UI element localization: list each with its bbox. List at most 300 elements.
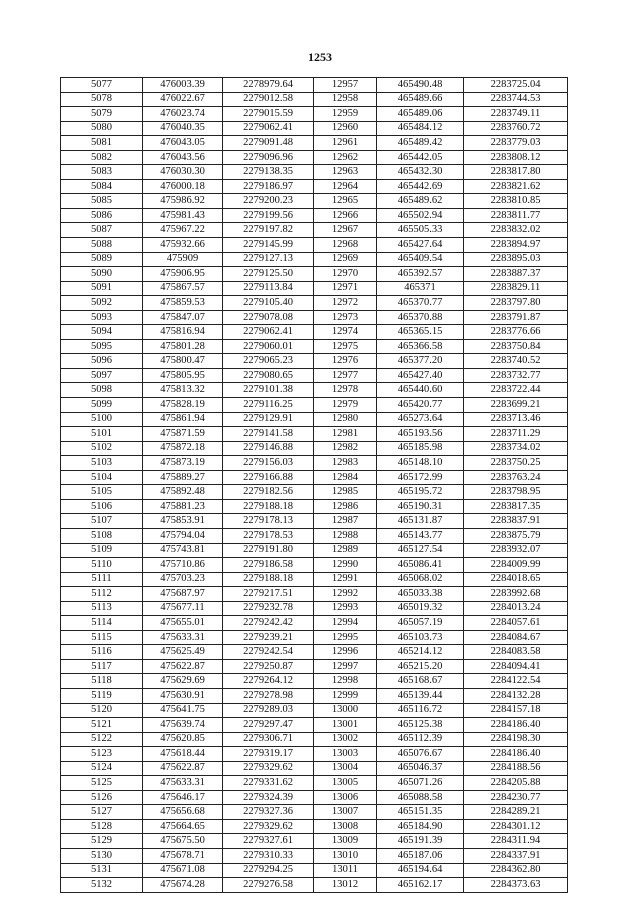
y-coordinate-a-cell: 2279116.25 bbox=[223, 398, 314, 413]
point-number-a-cell: 5101 bbox=[61, 427, 143, 442]
point-number-a-cell: 5121 bbox=[61, 718, 143, 733]
y-coordinate-a-cell: 2279188.18 bbox=[223, 572, 314, 587]
x-coordinate-a-cell: 475641.75 bbox=[143, 703, 223, 718]
point-number-b-cell: 12971 bbox=[314, 281, 377, 296]
x-coordinate-b-cell: 465427.40 bbox=[377, 368, 464, 383]
point-number-a-cell: 5129 bbox=[61, 834, 143, 849]
x-coordinate-b-cell: 465377.20 bbox=[377, 354, 464, 369]
point-number-b-cell: 12962 bbox=[314, 150, 377, 165]
x-coordinate-b-cell: 465489.66 bbox=[377, 92, 464, 107]
point-number-a-cell: 5132 bbox=[61, 878, 143, 893]
y-coordinate-b-cell: 2283791.87 bbox=[464, 310, 568, 325]
x-coordinate-a-cell: 476023.74 bbox=[143, 107, 223, 122]
y-coordinate-a-cell: 2279319.17 bbox=[223, 747, 314, 762]
y-coordinate-a-cell: 2279278.98 bbox=[223, 688, 314, 703]
table-row bbox=[61, 383, 568, 398]
y-coordinate-b-cell: 2283763.24 bbox=[464, 470, 568, 485]
point-number-a-cell: 5128 bbox=[61, 819, 143, 834]
point-number-b-cell: 12957 bbox=[314, 78, 377, 93]
point-number-b-cell: 12961 bbox=[314, 136, 377, 151]
table-row bbox=[61, 92, 568, 107]
y-coordinate-a-cell: 2279182.56 bbox=[223, 485, 314, 500]
x-coordinate-a-cell: 475620.85 bbox=[143, 732, 223, 747]
x-coordinate-b-cell: 465143.77 bbox=[377, 528, 464, 543]
x-coordinate-a-cell: 475629.69 bbox=[143, 674, 223, 689]
y-coordinate-b-cell: 2283808.12 bbox=[464, 150, 568, 165]
point-number-a-cell: 5095 bbox=[61, 339, 143, 354]
x-coordinate-a-cell: 475986.92 bbox=[143, 194, 223, 209]
x-coordinate-a-cell: 475639.74 bbox=[143, 718, 223, 733]
y-coordinate-a-cell: 2279078.08 bbox=[223, 310, 314, 325]
y-coordinate-a-cell: 2279327.61 bbox=[223, 834, 314, 849]
point-number-b-cell: 12965 bbox=[314, 194, 377, 209]
y-coordinate-b-cell: 2283760.72 bbox=[464, 121, 568, 136]
x-coordinate-a-cell: 475630.91 bbox=[143, 688, 223, 703]
x-coordinate-a-cell: 475867.57 bbox=[143, 281, 223, 296]
table-row bbox=[61, 674, 568, 689]
table-row bbox=[61, 848, 568, 863]
y-coordinate-b-cell: 2283817.35 bbox=[464, 499, 568, 514]
point-number-b-cell: 12996 bbox=[314, 645, 377, 660]
table-row bbox=[61, 732, 568, 747]
table-row bbox=[61, 616, 568, 631]
x-coordinate-a-cell: 475981.43 bbox=[143, 208, 223, 223]
y-coordinate-a-cell: 2279250.87 bbox=[223, 659, 314, 674]
y-coordinate-b-cell: 2283740.52 bbox=[464, 354, 568, 369]
x-coordinate-a-cell: 475622.87 bbox=[143, 659, 223, 674]
table-row bbox=[61, 412, 568, 427]
y-coordinate-b-cell: 2283829.11 bbox=[464, 281, 568, 296]
table-row bbox=[61, 165, 568, 180]
x-coordinate-b-cell: 465194.64 bbox=[377, 863, 464, 878]
point-number-b-cell: 13007 bbox=[314, 805, 377, 820]
x-coordinate-a-cell: 475816.94 bbox=[143, 325, 223, 340]
x-coordinate-a-cell: 475881.23 bbox=[143, 499, 223, 514]
point-number-b-cell: 12967 bbox=[314, 223, 377, 238]
table-row bbox=[61, 819, 568, 834]
y-coordinate-a-cell: 2279217.51 bbox=[223, 587, 314, 602]
x-coordinate-a-cell: 475853.91 bbox=[143, 514, 223, 529]
y-coordinate-a-cell: 2279062.41 bbox=[223, 325, 314, 340]
point-number-a-cell: 5113 bbox=[61, 601, 143, 616]
x-coordinate-b-cell: 465071.26 bbox=[377, 776, 464, 791]
point-number-b-cell: 12997 bbox=[314, 659, 377, 674]
table-row bbox=[61, 878, 568, 893]
point-number-b-cell: 12973 bbox=[314, 310, 377, 325]
point-number-b-cell: 12977 bbox=[314, 368, 377, 383]
x-coordinate-a-cell: 475743.81 bbox=[143, 543, 223, 558]
point-number-a-cell: 5102 bbox=[61, 441, 143, 456]
point-number-a-cell: 5079 bbox=[61, 107, 143, 122]
point-number-b-cell: 12959 bbox=[314, 107, 377, 122]
y-coordinate-b-cell: 2284311.94 bbox=[464, 834, 568, 849]
y-coordinate-b-cell: 2284094.41 bbox=[464, 659, 568, 674]
table-row bbox=[61, 78, 568, 93]
point-number-a-cell: 5089 bbox=[61, 252, 143, 267]
x-coordinate-a-cell: 475664.65 bbox=[143, 819, 223, 834]
y-coordinate-b-cell: 2283732.77 bbox=[464, 368, 568, 383]
point-number-a-cell: 5105 bbox=[61, 485, 143, 500]
point-number-b-cell: 12970 bbox=[314, 267, 377, 282]
y-coordinate-b-cell: 2284230.77 bbox=[464, 790, 568, 805]
x-coordinate-a-cell: 475618.44 bbox=[143, 747, 223, 762]
y-coordinate-a-cell: 2278979.64 bbox=[223, 78, 314, 93]
y-coordinate-b-cell: 2284057.61 bbox=[464, 616, 568, 631]
table-row bbox=[61, 659, 568, 674]
y-coordinate-a-cell: 2279012.58 bbox=[223, 92, 314, 107]
y-coordinate-a-cell: 2279306.71 bbox=[223, 732, 314, 747]
y-coordinate-a-cell: 2279294.25 bbox=[223, 863, 314, 878]
y-coordinate-b-cell: 2283887.37 bbox=[464, 267, 568, 282]
x-coordinate-b-cell: 465190.31 bbox=[377, 499, 464, 514]
point-number-b-cell: 12994 bbox=[314, 616, 377, 631]
x-coordinate-b-cell: 465088.58 bbox=[377, 790, 464, 805]
point-number-a-cell: 5090 bbox=[61, 267, 143, 282]
table-row bbox=[61, 776, 568, 791]
y-coordinate-a-cell: 2279276.58 bbox=[223, 878, 314, 893]
point-number-b-cell: 12999 bbox=[314, 688, 377, 703]
x-coordinate-a-cell: 475678.71 bbox=[143, 848, 223, 863]
y-coordinate-a-cell: 2279239.21 bbox=[223, 630, 314, 645]
table-row bbox=[61, 252, 568, 267]
table-row bbox=[61, 572, 568, 587]
y-coordinate-a-cell: 2279065.23 bbox=[223, 354, 314, 369]
x-coordinate-b-cell: 465068.02 bbox=[377, 572, 464, 587]
y-coordinate-a-cell: 2279186.97 bbox=[223, 179, 314, 194]
x-coordinate-b-cell: 465127.54 bbox=[377, 543, 464, 558]
x-coordinate-b-cell: 465103.73 bbox=[377, 630, 464, 645]
y-coordinate-b-cell: 2283817.80 bbox=[464, 165, 568, 180]
x-coordinate-a-cell: 475892.48 bbox=[143, 485, 223, 500]
y-coordinate-b-cell: 2283837.91 bbox=[464, 514, 568, 529]
point-number-b-cell: 12974 bbox=[314, 325, 377, 340]
point-number-a-cell: 5107 bbox=[61, 514, 143, 529]
y-coordinate-b-cell: 2283894.97 bbox=[464, 238, 568, 253]
table-row bbox=[61, 543, 568, 558]
point-number-a-cell: 5120 bbox=[61, 703, 143, 718]
x-coordinate-b-cell: 465195.72 bbox=[377, 485, 464, 500]
point-number-b-cell: 12987 bbox=[314, 514, 377, 529]
table-row bbox=[61, 107, 568, 122]
y-coordinate-b-cell: 2283832.02 bbox=[464, 223, 568, 238]
point-number-a-cell: 5081 bbox=[61, 136, 143, 151]
y-coordinate-b-cell: 2283749.11 bbox=[464, 107, 568, 122]
x-coordinate-b-cell: 465148.10 bbox=[377, 456, 464, 471]
y-coordinate-a-cell: 2279331.62 bbox=[223, 776, 314, 791]
y-coordinate-b-cell: 2284013.24 bbox=[464, 601, 568, 616]
y-coordinate-b-cell: 2284132.28 bbox=[464, 688, 568, 703]
point-number-b-cell: 12978 bbox=[314, 383, 377, 398]
page-number: 1253 bbox=[308, 50, 332, 64]
y-coordinate-a-cell: 2279264.12 bbox=[223, 674, 314, 689]
table-row bbox=[61, 688, 568, 703]
point-number-b-cell: 12985 bbox=[314, 485, 377, 500]
y-coordinate-a-cell: 2279191.80 bbox=[223, 543, 314, 558]
x-coordinate-b-cell: 465370.77 bbox=[377, 296, 464, 311]
y-coordinate-b-cell: 2284362.80 bbox=[464, 863, 568, 878]
table-row bbox=[61, 645, 568, 660]
point-number-a-cell: 5109 bbox=[61, 543, 143, 558]
point-number-b-cell: 13009 bbox=[314, 834, 377, 849]
y-coordinate-a-cell: 2279113.84 bbox=[223, 281, 314, 296]
x-coordinate-a-cell: 475801.28 bbox=[143, 339, 223, 354]
y-coordinate-b-cell: 2284289.21 bbox=[464, 805, 568, 820]
point-number-a-cell: 5100 bbox=[61, 412, 143, 427]
x-coordinate-a-cell: 475813.32 bbox=[143, 383, 223, 398]
table-row bbox=[61, 485, 568, 500]
table-row bbox=[61, 296, 568, 311]
y-coordinate-b-cell: 2284083.58 bbox=[464, 645, 568, 660]
x-coordinate-b-cell: 465370.88 bbox=[377, 310, 464, 325]
x-coordinate-a-cell: 475633.31 bbox=[143, 630, 223, 645]
point-number-b-cell: 12986 bbox=[314, 499, 377, 514]
point-number-b-cell: 12984 bbox=[314, 470, 377, 485]
point-number-b-cell: 12972 bbox=[314, 296, 377, 311]
table-row bbox=[61, 238, 568, 253]
table-row bbox=[61, 703, 568, 718]
point-number-a-cell: 5125 bbox=[61, 776, 143, 791]
table-row bbox=[61, 863, 568, 878]
point-number-b-cell: 12964 bbox=[314, 179, 377, 194]
x-coordinate-a-cell: 475675.50 bbox=[143, 834, 223, 849]
point-number-a-cell: 5083 bbox=[61, 165, 143, 180]
x-coordinate-b-cell: 465505.33 bbox=[377, 223, 464, 238]
table-row bbox=[61, 179, 568, 194]
y-coordinate-a-cell: 2279145.99 bbox=[223, 238, 314, 253]
x-coordinate-b-cell: 465033.38 bbox=[377, 587, 464, 602]
table-row bbox=[61, 805, 568, 820]
y-coordinate-b-cell: 2283725.04 bbox=[464, 78, 568, 93]
point-number-b-cell: 12966 bbox=[314, 208, 377, 223]
point-number-a-cell: 5093 bbox=[61, 310, 143, 325]
y-coordinate-b-cell: 2283776.66 bbox=[464, 325, 568, 340]
y-coordinate-b-cell: 2284009.99 bbox=[464, 558, 568, 573]
x-coordinate-a-cell: 475847.07 bbox=[143, 310, 223, 325]
x-coordinate-a-cell: 475622.87 bbox=[143, 761, 223, 776]
x-coordinate-a-cell: 475674.28 bbox=[143, 878, 223, 893]
x-coordinate-a-cell: 475828.19 bbox=[143, 398, 223, 413]
x-coordinate-a-cell: 475703.23 bbox=[143, 572, 223, 587]
y-coordinate-a-cell: 2279146.88 bbox=[223, 441, 314, 456]
x-coordinate-b-cell: 465168.67 bbox=[377, 674, 464, 689]
point-number-b-cell: 12979 bbox=[314, 398, 377, 413]
table-row bbox=[61, 470, 568, 485]
x-coordinate-b-cell: 465162.17 bbox=[377, 878, 464, 893]
x-coordinate-a-cell: 475967.22 bbox=[143, 223, 223, 238]
point-number-a-cell: 5084 bbox=[61, 179, 143, 194]
y-coordinate-a-cell: 2279327.36 bbox=[223, 805, 314, 820]
x-coordinate-a-cell: 475646.17 bbox=[143, 790, 223, 805]
point-number-a-cell: 5122 bbox=[61, 732, 143, 747]
point-number-a-cell: 5092 bbox=[61, 296, 143, 311]
x-coordinate-a-cell: 475909 bbox=[143, 252, 223, 267]
point-number-b-cell: 12988 bbox=[314, 528, 377, 543]
x-coordinate-b-cell: 465057.19 bbox=[377, 616, 464, 631]
table-row bbox=[61, 267, 568, 282]
x-coordinate-b-cell: 465086.41 bbox=[377, 558, 464, 573]
coordinate-table-body bbox=[61, 78, 568, 893]
y-coordinate-a-cell: 2279127.13 bbox=[223, 252, 314, 267]
point-number-a-cell: 5077 bbox=[61, 78, 143, 93]
x-coordinate-a-cell: 476000.18 bbox=[143, 179, 223, 194]
point-number-b-cell: 13003 bbox=[314, 747, 377, 762]
point-number-b-cell: 12960 bbox=[314, 121, 377, 136]
x-coordinate-b-cell: 465187.06 bbox=[377, 848, 464, 863]
x-coordinate-a-cell: 475671.08 bbox=[143, 863, 223, 878]
y-coordinate-b-cell: 2284157.18 bbox=[464, 703, 568, 718]
point-number-a-cell: 5119 bbox=[61, 688, 143, 703]
point-number-b-cell: 12990 bbox=[314, 558, 377, 573]
point-number-a-cell: 5103 bbox=[61, 456, 143, 471]
point-number-a-cell: 5111 bbox=[61, 572, 143, 587]
x-coordinate-a-cell: 475859.53 bbox=[143, 296, 223, 311]
table-row bbox=[61, 630, 568, 645]
table-row bbox=[61, 150, 568, 165]
point-number-b-cell: 12980 bbox=[314, 412, 377, 427]
x-coordinate-a-cell: 475932.66 bbox=[143, 238, 223, 253]
point-number-a-cell: 5115 bbox=[61, 630, 143, 645]
x-coordinate-b-cell: 465019.32 bbox=[377, 601, 464, 616]
point-number-b-cell: 13006 bbox=[314, 790, 377, 805]
point-number-a-cell: 5116 bbox=[61, 645, 143, 660]
x-coordinate-b-cell: 465489.42 bbox=[377, 136, 464, 151]
point-number-b-cell: 12963 bbox=[314, 165, 377, 180]
y-coordinate-a-cell: 2279096.96 bbox=[223, 150, 314, 165]
point-number-a-cell: 5123 bbox=[61, 747, 143, 762]
y-coordinate-b-cell: 2283711.29 bbox=[464, 427, 568, 442]
x-coordinate-a-cell: 476043.56 bbox=[143, 150, 223, 165]
x-coordinate-b-cell: 465193.56 bbox=[377, 427, 464, 442]
x-coordinate-b-cell: 465214.12 bbox=[377, 645, 464, 660]
x-coordinate-a-cell: 475710.86 bbox=[143, 558, 223, 573]
y-coordinate-a-cell: 2279101.38 bbox=[223, 383, 314, 398]
point-number-b-cell: 13002 bbox=[314, 732, 377, 747]
point-number-a-cell: 5106 bbox=[61, 499, 143, 514]
y-coordinate-a-cell: 2279329.62 bbox=[223, 819, 314, 834]
x-coordinate-b-cell: 465371 bbox=[377, 281, 464, 296]
point-number-a-cell: 5104 bbox=[61, 470, 143, 485]
x-coordinate-a-cell: 475656.68 bbox=[143, 805, 223, 820]
point-number-b-cell: 13011 bbox=[314, 863, 377, 878]
y-coordinate-a-cell: 2279080.65 bbox=[223, 368, 314, 383]
x-coordinate-a-cell: 475800.47 bbox=[143, 354, 223, 369]
x-coordinate-b-cell: 465365.15 bbox=[377, 325, 464, 340]
y-coordinate-a-cell: 2279178.13 bbox=[223, 514, 314, 529]
x-coordinate-b-cell: 465125.38 bbox=[377, 718, 464, 733]
y-coordinate-a-cell: 2279105.40 bbox=[223, 296, 314, 311]
x-coordinate-a-cell: 475861.94 bbox=[143, 412, 223, 427]
x-coordinate-b-cell: 465489.62 bbox=[377, 194, 464, 209]
y-coordinate-b-cell: 2284373.63 bbox=[464, 878, 568, 893]
x-coordinate-a-cell: 476043.05 bbox=[143, 136, 223, 151]
point-number-b-cell: 12998 bbox=[314, 674, 377, 689]
table-row bbox=[61, 136, 568, 151]
point-number-b-cell: 13001 bbox=[314, 718, 377, 733]
x-coordinate-a-cell: 475633.31 bbox=[143, 776, 223, 791]
x-coordinate-b-cell: 465484.12 bbox=[377, 121, 464, 136]
point-number-b-cell: 12982 bbox=[314, 441, 377, 456]
y-coordinate-b-cell: 2284186.40 bbox=[464, 747, 568, 762]
point-number-b-cell: 12958 bbox=[314, 92, 377, 107]
x-coordinate-b-cell: 465172.99 bbox=[377, 470, 464, 485]
x-coordinate-a-cell: 475889.27 bbox=[143, 470, 223, 485]
coordinate-table bbox=[60, 77, 568, 893]
y-coordinate-a-cell: 2279297.47 bbox=[223, 718, 314, 733]
point-number-a-cell: 5091 bbox=[61, 281, 143, 296]
point-number-a-cell: 5130 bbox=[61, 848, 143, 863]
point-number-a-cell: 5114 bbox=[61, 616, 143, 631]
y-coordinate-a-cell: 2279129.91 bbox=[223, 412, 314, 427]
table-row bbox=[61, 528, 568, 543]
y-coordinate-a-cell: 2279125.50 bbox=[223, 267, 314, 282]
y-coordinate-a-cell: 2279242.54 bbox=[223, 645, 314, 660]
x-coordinate-b-cell: 465392.57 bbox=[377, 267, 464, 282]
point-number-b-cell: 12989 bbox=[314, 543, 377, 558]
x-coordinate-b-cell: 465420.77 bbox=[377, 398, 464, 413]
y-coordinate-a-cell: 2279186.58 bbox=[223, 558, 314, 573]
y-coordinate-b-cell: 2283932.07 bbox=[464, 543, 568, 558]
y-coordinate-b-cell: 2284188.56 bbox=[464, 761, 568, 776]
y-coordinate-b-cell: 2284122.54 bbox=[464, 674, 568, 689]
y-coordinate-b-cell: 2283821.62 bbox=[464, 179, 568, 194]
y-coordinate-a-cell: 2279178.53 bbox=[223, 528, 314, 543]
x-coordinate-a-cell: 475655.01 bbox=[143, 616, 223, 631]
point-number-a-cell: 5124 bbox=[61, 761, 143, 776]
point-number-b-cell: 13012 bbox=[314, 878, 377, 893]
x-coordinate-a-cell: 475872.18 bbox=[143, 441, 223, 456]
y-coordinate-b-cell: 2283722.44 bbox=[464, 383, 568, 398]
x-coordinate-b-cell: 465131.87 bbox=[377, 514, 464, 529]
x-coordinate-a-cell: 475625.49 bbox=[143, 645, 223, 660]
y-coordinate-b-cell: 2283895.03 bbox=[464, 252, 568, 267]
point-number-a-cell: 5126 bbox=[61, 790, 143, 805]
point-number-b-cell: 13004 bbox=[314, 761, 377, 776]
point-number-b-cell: 12983 bbox=[314, 456, 377, 471]
y-coordinate-a-cell: 2279138.35 bbox=[223, 165, 314, 180]
y-coordinate-b-cell: 2283750.84 bbox=[464, 339, 568, 354]
y-coordinate-b-cell: 2283798.95 bbox=[464, 485, 568, 500]
y-coordinate-a-cell: 2279199.56 bbox=[223, 208, 314, 223]
table-row bbox=[61, 194, 568, 209]
x-coordinate-a-cell: 475906.95 bbox=[143, 267, 223, 282]
y-coordinate-b-cell: 2284205.88 bbox=[464, 776, 568, 791]
table-row bbox=[61, 368, 568, 383]
table-row bbox=[61, 601, 568, 616]
point-number-a-cell: 5097 bbox=[61, 368, 143, 383]
table-row bbox=[61, 281, 568, 296]
y-coordinate-a-cell: 2279289.03 bbox=[223, 703, 314, 718]
table-row bbox=[61, 587, 568, 602]
x-coordinate-b-cell: 465116.72 bbox=[377, 703, 464, 718]
x-coordinate-a-cell: 475805.95 bbox=[143, 368, 223, 383]
point-number-a-cell: 5118 bbox=[61, 674, 143, 689]
y-coordinate-a-cell: 2279166.88 bbox=[223, 470, 314, 485]
point-number-b-cell: 12981 bbox=[314, 427, 377, 442]
y-coordinate-b-cell: 2283713.46 bbox=[464, 412, 568, 427]
x-coordinate-b-cell: 465409.54 bbox=[377, 252, 464, 267]
point-number-a-cell: 5117 bbox=[61, 659, 143, 674]
y-coordinate-b-cell: 2283811.77 bbox=[464, 208, 568, 223]
point-number-a-cell: 5108 bbox=[61, 528, 143, 543]
point-number-a-cell: 5131 bbox=[61, 863, 143, 878]
y-coordinate-a-cell: 2279091.48 bbox=[223, 136, 314, 151]
point-number-b-cell: 13008 bbox=[314, 819, 377, 834]
y-coordinate-a-cell: 2279200.23 bbox=[223, 194, 314, 209]
x-coordinate-b-cell: 465273.64 bbox=[377, 412, 464, 427]
y-coordinate-a-cell: 2279197.82 bbox=[223, 223, 314, 238]
table-row bbox=[61, 398, 568, 413]
x-coordinate-b-cell: 465112.39 bbox=[377, 732, 464, 747]
